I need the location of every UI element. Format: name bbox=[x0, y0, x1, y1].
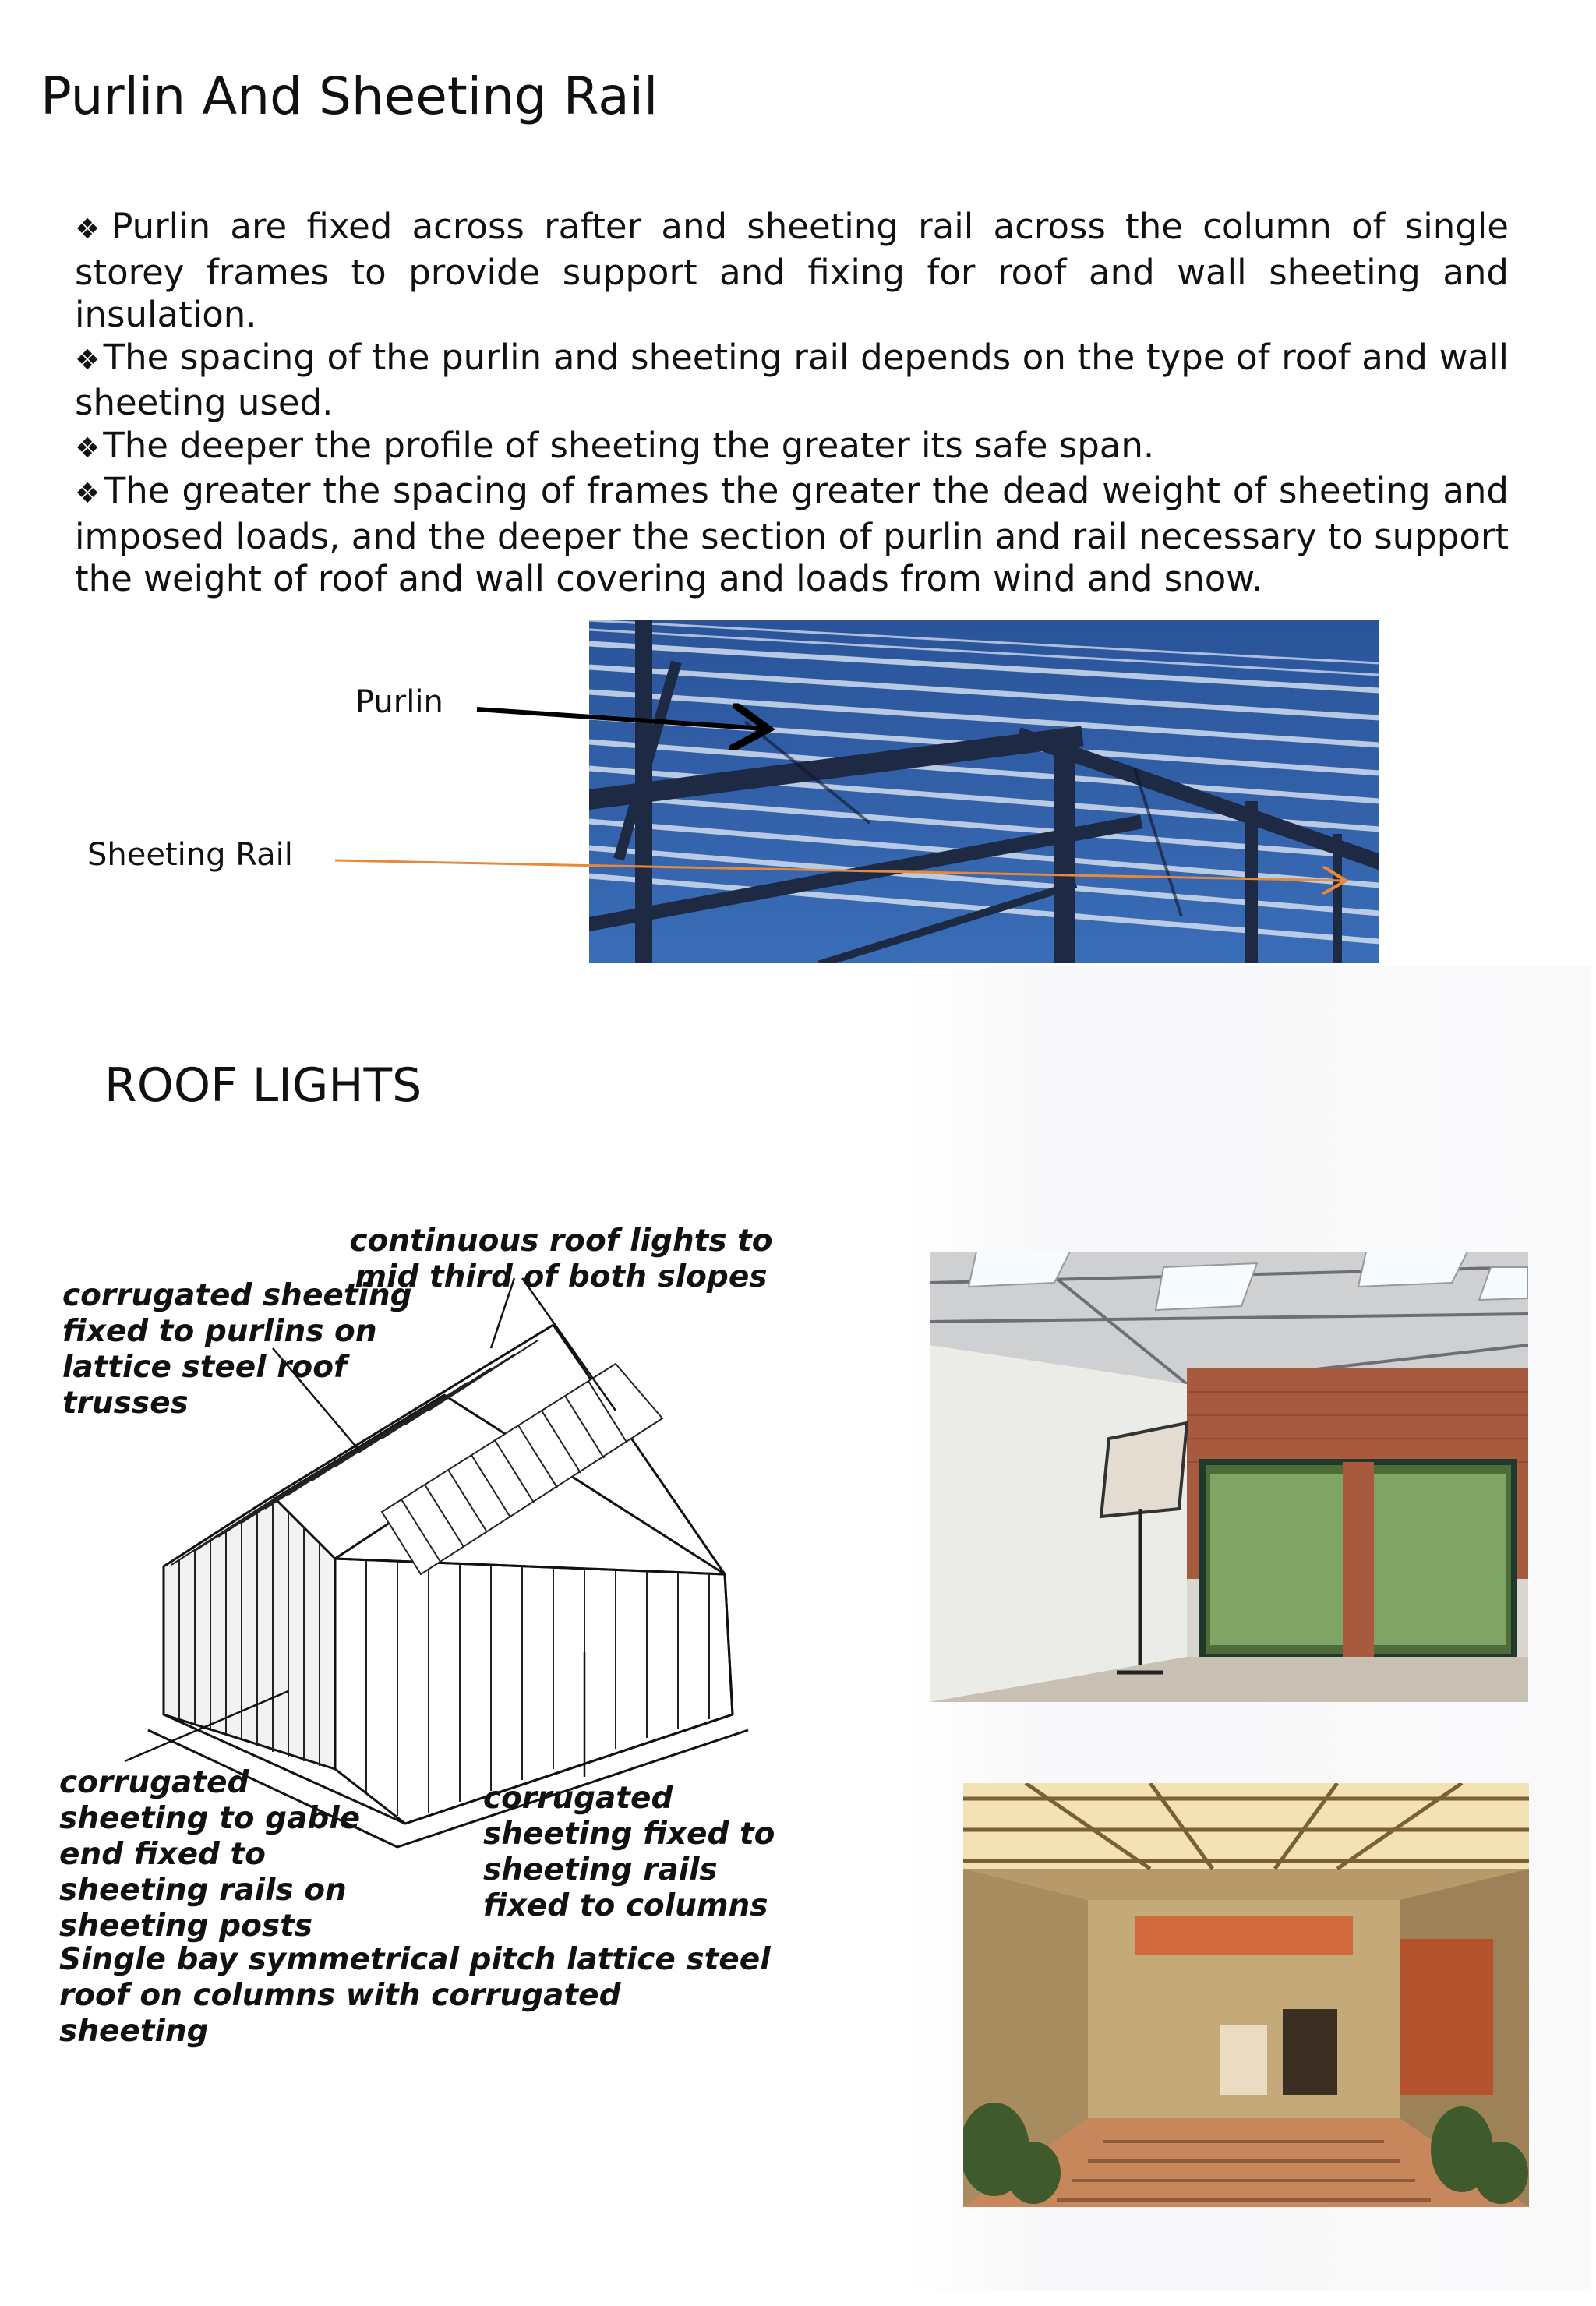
purlin-label: Purlin bbox=[355, 684, 443, 720]
steel-frame-photo bbox=[589, 620, 1379, 963]
studio-skylight-photo bbox=[930, 1252, 1528, 1702]
page-title: Purlin And Sheeting Rail bbox=[41, 66, 659, 126]
annotation-corrugated-purlins: corrugated sheeting fixed to purlins on lattice steel roof trusses bbox=[62, 1278, 412, 1421]
diamond-bullet-icon: ❖ bbox=[75, 432, 101, 464]
bullet-item bbox=[75, 337, 1509, 425]
bullet-text: The deeper the profile of sheeting the greater its safe span. bbox=[103, 424, 1155, 466]
bullet-text: The greater the spacing of frames the greater the dead weight of sheeting and imposed loads, and the deeper the section of purlin and rail necessary to support the weight of roof and wall covering and loads from wind and snow. bbox=[75, 470, 1509, 599]
bullet-item bbox=[75, 206, 1509, 337]
bullet-list bbox=[75, 206, 1509, 601]
section-title: ROOF LIGHTS bbox=[104, 1058, 422, 1113]
annotation-roof-lights: continuous roof lights to mid third of both slopes bbox=[349, 1224, 773, 1294]
annotation-gable-end: corrugated sheeting to gable end fixed to sheeting rails on sheeting posts bbox=[59, 1765, 361, 1944]
annotation-side-wall: corrugated sheeting fixed to sheeting rails fixed to columns bbox=[483, 1781, 775, 1923]
sheeting-rail-label: Sheeting Rail bbox=[87, 837, 293, 873]
sketch-caption: Single bay symmetrical pitch lattice steel roof on columns with corrugated sheeting bbox=[59, 1942, 771, 2049]
bullet-text: Purlin are fixed across rafter and sheeting rail across the column of single storey frames to provide support and fixing for roof and wall sheeting and insulation. bbox=[75, 206, 1509, 335]
diamond-bullet-icon: ❖ bbox=[75, 214, 109, 245]
atrium-rooflight-photo bbox=[963, 1783, 1529, 2207]
bullet-item bbox=[75, 425, 1509, 471]
bullet-text: The spacing of the purlin and sheeting rail depends on the type of roof and wall sheeting used. bbox=[75, 336, 1509, 423]
diamond-bullet-icon: ❖ bbox=[75, 344, 101, 376]
diamond-bullet-icon: ❖ bbox=[75, 478, 101, 510]
bullet-item bbox=[75, 470, 1509, 601]
